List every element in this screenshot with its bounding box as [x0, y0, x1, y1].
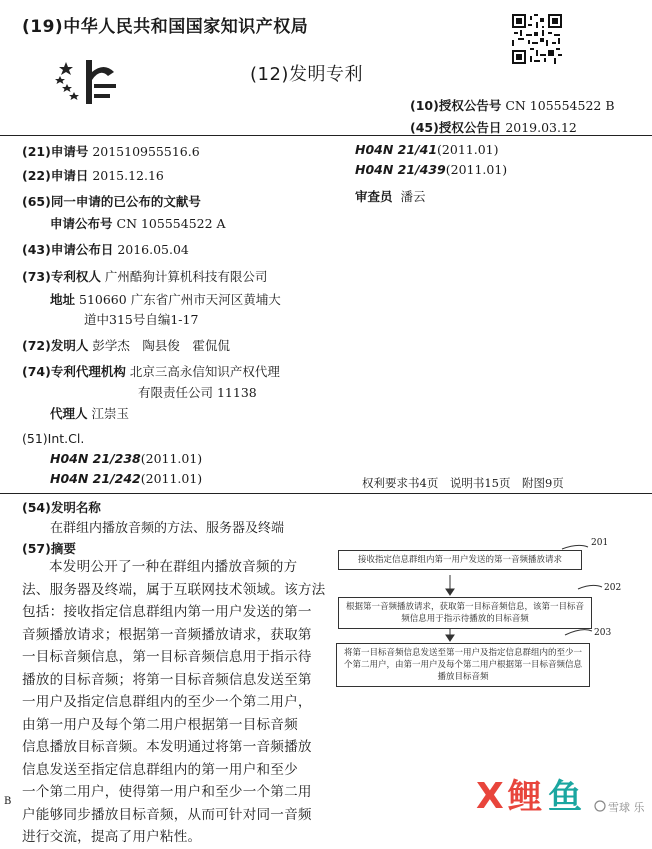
patentee: 广州酷狗计算机科技有限公司	[104, 269, 268, 284]
classification-row	[355, 162, 507, 177]
agent-row	[50, 404, 129, 422]
intcl-version: (2011.01)	[140, 451, 203, 466]
cnipa-emblem-icon	[52, 54, 122, 114]
document-type: (12)发明专利	[250, 64, 363, 85]
margin-mark: B	[4, 796, 12, 807]
pub-number: CN 105554522 A	[116, 216, 226, 231]
qr-code	[512, 14, 562, 64]
inventor-row	[22, 336, 230, 354]
inventor-label: (72)发明人	[22, 338, 89, 353]
agency-line1: 北京三高永信知识产权代理	[129, 364, 280, 379]
abstract-line: 信息播放目标音频。本发明通过将第一音频播放	[22, 739, 312, 755]
page-count-summary: 权利要求书4页 说明书15页 附图9页	[362, 476, 564, 490]
abstract-line: 包括：接收指定信息群组内第一用户发送的第一	[22, 604, 312, 620]
intcl-row	[50, 451, 202, 466]
agency-row	[22, 362, 280, 380]
abstract-line: 户能够同步播放目标音频，从而可针对同一音频	[22, 806, 312, 823]
examiner-label: 审查员	[355, 189, 393, 204]
grant-number-label: (10)授权公告号	[410, 98, 502, 113]
abstract-line: 播放的目标音频；将第一目标音频信息发送至第	[22, 671, 312, 688]
intcl-version: (2011.01)	[140, 471, 203, 486]
step-number: 203	[594, 628, 612, 638]
intcl-code: H04N 21/238	[50, 451, 141, 466]
classification-row	[355, 142, 498, 157]
classification-code: H04N 21/41	[355, 142, 438, 157]
app-number-row	[22, 142, 200, 160]
address-line2: 道中315号自编1-17	[84, 312, 199, 327]
classification-code: H04N 21/439	[355, 162, 446, 177]
svg-text:X: X	[476, 776, 504, 817]
published-doc-label: (65)同一申请的已公布的文献号	[22, 194, 201, 209]
svg-text:鱼: 鱼	[548, 777, 582, 817]
grant-date: 2019.03.12	[505, 120, 577, 135]
address-line1: 510660 广东省广州市天河区黄埔大	[79, 292, 281, 307]
abstract-line: 本发明公开了一种在群组内播放音频的方	[49, 559, 298, 575]
abstract-line: 法、服务器及终端，属于互联网技术领域。该方法	[22, 581, 326, 598]
flowchart-step-203: 将第一目标音频信息发送至第一用户及指定信息群组内的至少一个第二用户，由第一用户及每个第二用户根据第一目标音频信息播放目标音频	[336, 643, 590, 687]
address-row	[50, 290, 281, 308]
svg-text:雪球 乐: 雪球 乐	[608, 801, 645, 814]
app-number-label: (21)申请号	[22, 144, 89, 159]
abstract-line: 由第一用户及每个第二用户根据第一目标音频	[22, 716, 298, 733]
flowchart-step-201: 接收指定信息群组内第一用户发送的第一音频播放请求	[338, 550, 582, 570]
biblio-divider	[0, 493, 652, 494]
intcl-row	[50, 471, 202, 486]
flowchart-step-202: 根据第一音频播放请求，获取第一目标音频信息，该第一目标音频信息用于指示待播放的目标音频	[338, 597, 592, 629]
examiner-row	[355, 187, 425, 205]
grant-number-row	[410, 96, 615, 114]
patentee-label: (73)专利权人	[22, 269, 101, 284]
intcl-code: H04N 21/242	[50, 471, 141, 486]
address-label: 地址	[50, 292, 76, 307]
pub-number-label: 申请公布号	[50, 216, 113, 231]
abstract-line: 信息发送至指定信息群组内的第一用户和至少	[22, 761, 298, 778]
grant-date-label: (45)授权公告日	[410, 120, 502, 135]
patentee-row	[22, 267, 267, 285]
intcl-label: (51)Int.Cl.	[22, 431, 85, 446]
invention-title: 在群组内播放音频的方法、服务器及终端	[50, 521, 285, 536]
classification-version: (2011.01)	[445, 162, 508, 177]
pub-number-row	[50, 214, 226, 232]
classification-version: (2011.01)	[437, 142, 499, 157]
issuing-office: (19)中华人民共和国国家知识产权局	[22, 17, 309, 37]
grant-date-row	[410, 118, 577, 136]
inventors: 彭学杰 陶县俊 霍侃侃	[92, 338, 230, 353]
step-number: 202	[604, 583, 622, 593]
invention-title-label: (54)发明名称	[22, 500, 101, 515]
agency-line2: 有限责任公司 11138	[138, 385, 257, 400]
pub-date-label: (43)申请公布日	[22, 242, 114, 257]
header-divider	[0, 135, 652, 136]
app-number: 201510955516.6	[92, 144, 200, 159]
step-number: 201	[591, 538, 609, 548]
svg-text:鲤: 鲤	[508, 777, 542, 817]
watermark-logo	[472, 768, 652, 819]
abstract-label: (57)摘要	[22, 541, 76, 556]
pub-date: 2016.05.04	[117, 242, 189, 257]
fish-logo-icon	[472, 768, 652, 819]
agency-label: (74)专利代理机构	[22, 364, 126, 379]
agent-label: 代理人	[50, 406, 88, 421]
abstract-line: 一个第二用户，使得第一用户和至少一个第二用	[22, 784, 312, 800]
app-date: 2015.12.16	[92, 168, 164, 183]
grant-number: CN 105554522 B	[505, 98, 615, 113]
abstract-line: 一目标音频信息，第一目标音频信息用于指示待	[22, 649, 312, 665]
abstract-line: 音频播放请求；根据第一音频播放请求，获取第	[22, 626, 312, 643]
examiner: 潘云	[400, 189, 426, 204]
agent: 江崇玉	[91, 406, 130, 421]
app-date-label: (22)申请日	[22, 168, 89, 183]
abstract-line: 进行交流，提高了用户粘性。	[22, 829, 202, 845]
app-date-row	[22, 166, 164, 184]
pub-date-row	[22, 240, 189, 258]
abstract-line: 一用户及指定信息群组内的至少一个第二用户，	[22, 694, 312, 710]
